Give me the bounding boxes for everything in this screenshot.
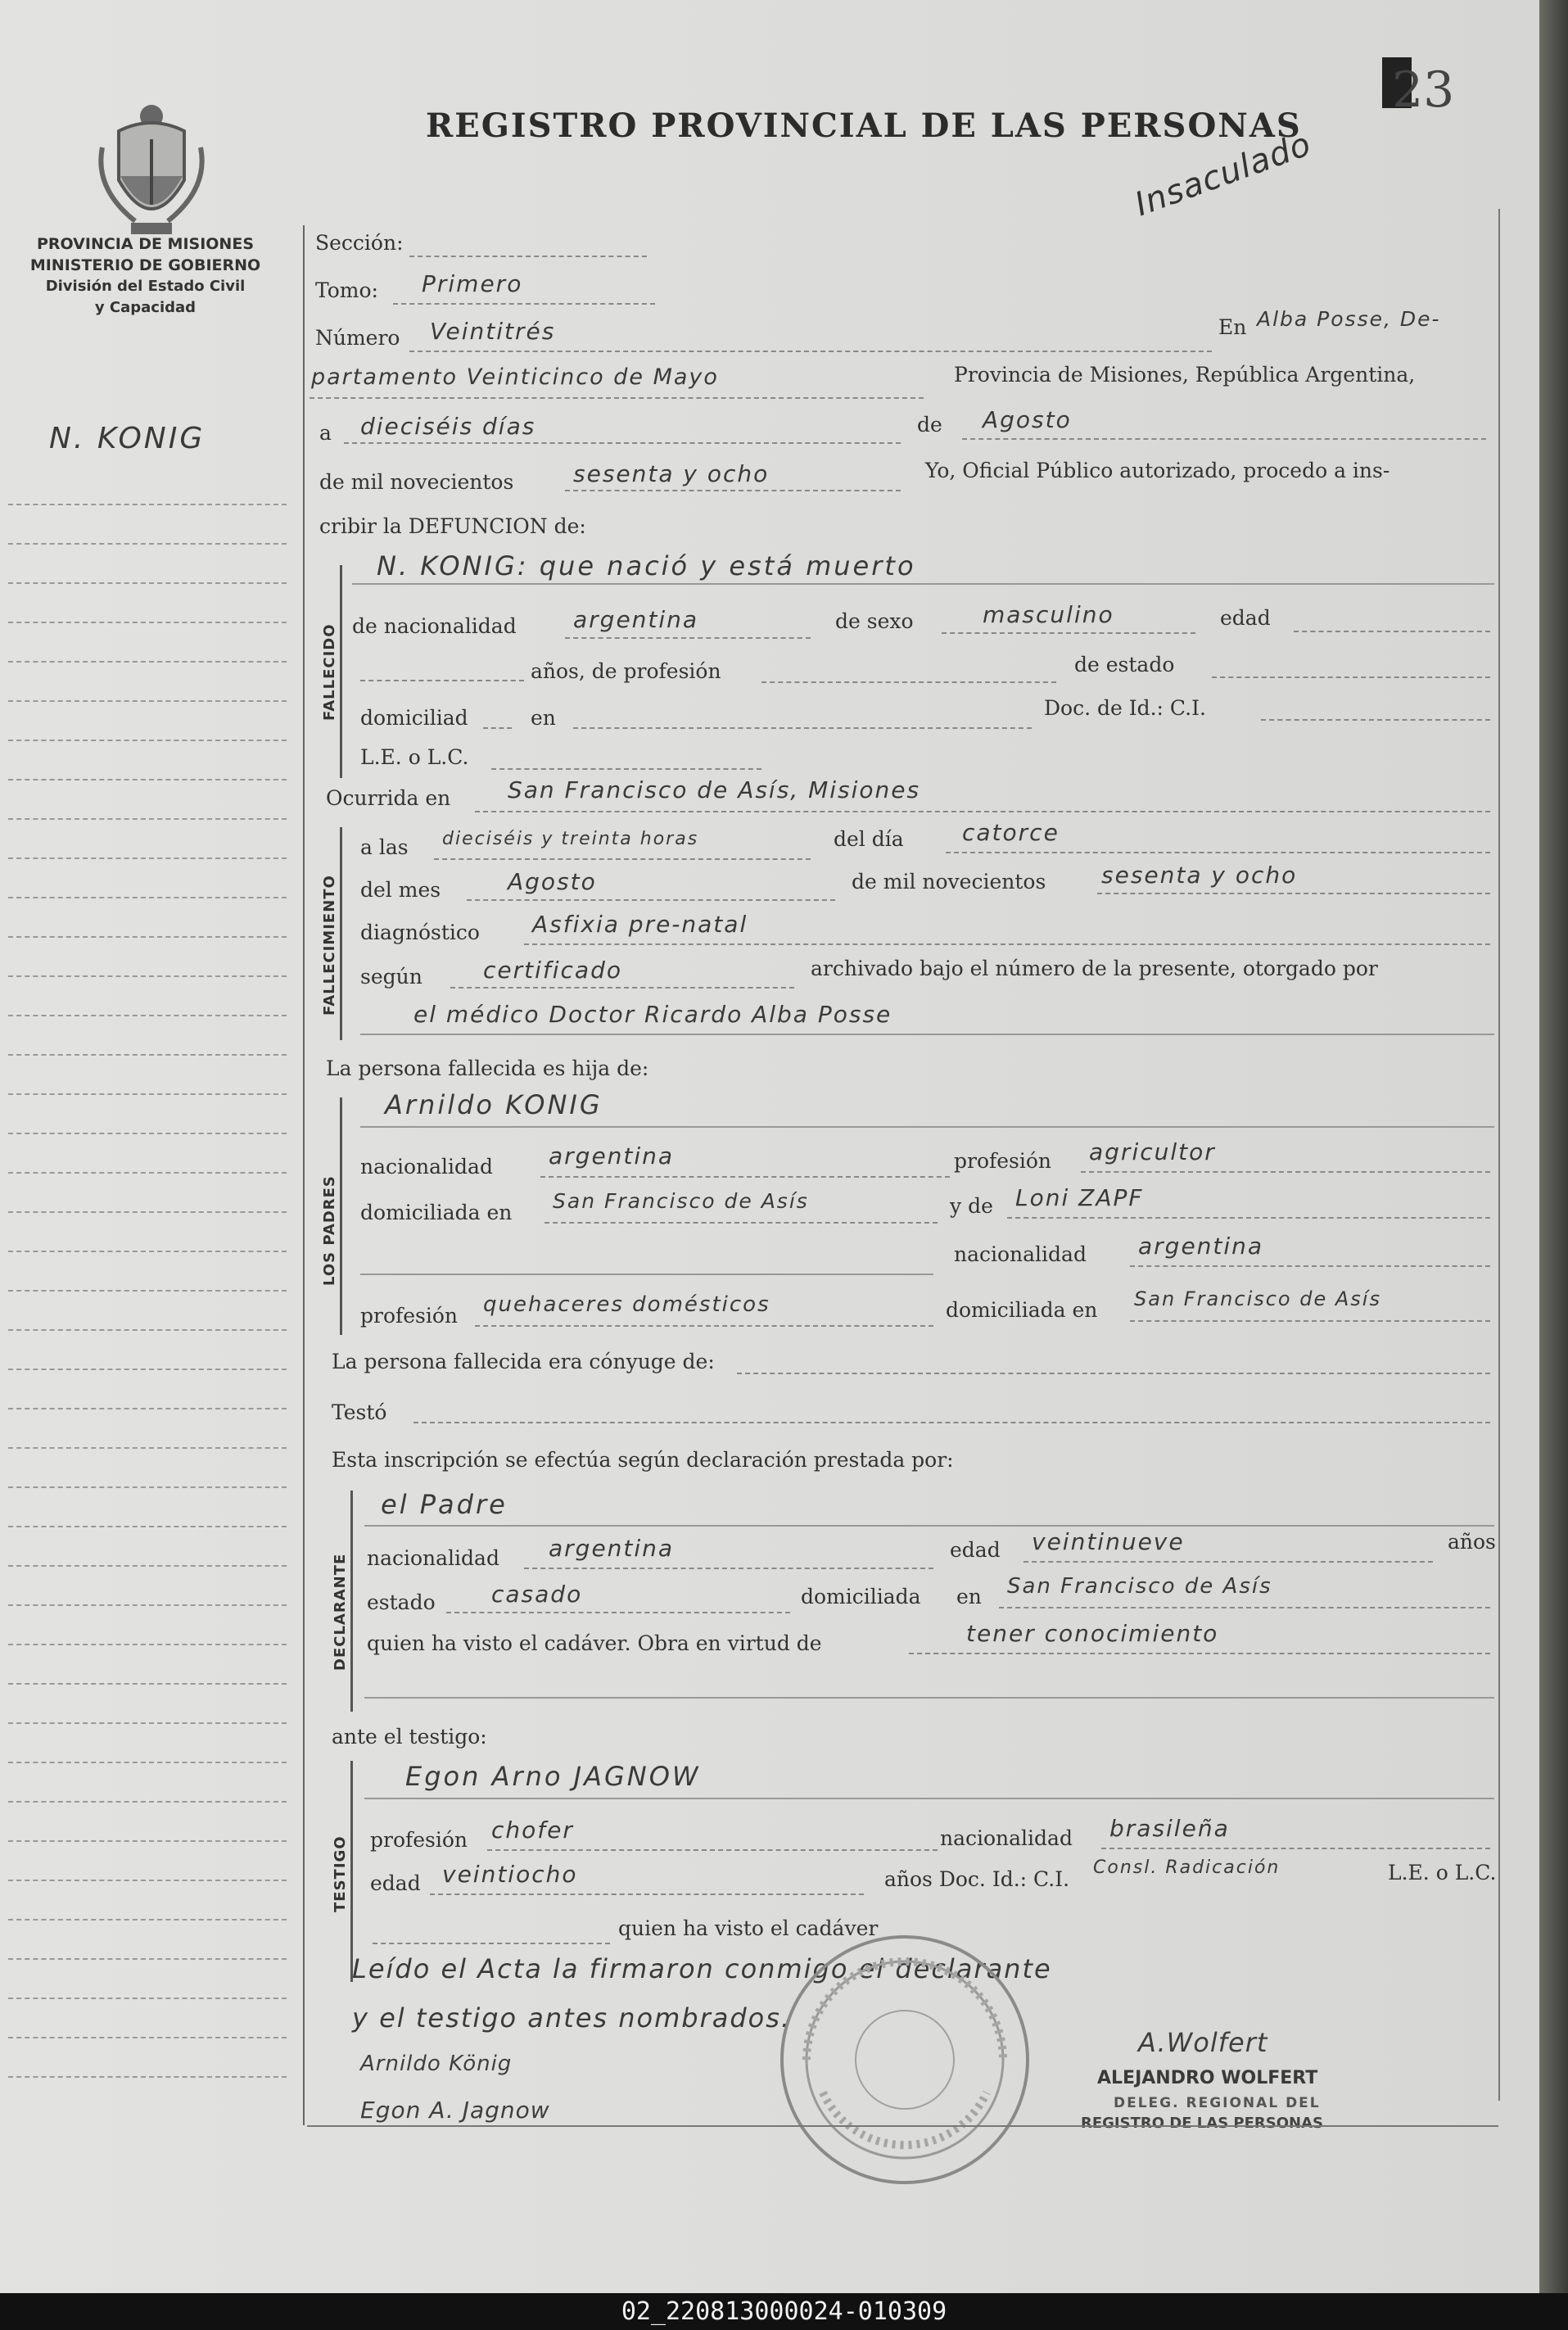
declarante-anios-label: años [1448,1530,1496,1554]
mil-label: de mil novecientos [319,470,514,494]
margin-ruled-line [8,779,287,780]
numero-label: Número [315,326,400,350]
book-binding [1539,0,1568,2293]
provincia-text: Provincia de Misiones, República Argentina, [954,363,1416,387]
inscribir-text: cribir la DEFUNCION de: [319,514,586,538]
numero-value: Veintitrés [430,318,556,345]
official-seal-stamp [774,1929,1036,2191]
testigo-bracket [350,1761,353,1982]
profesion-line [761,681,1056,683]
le-line [491,768,761,770]
declarante-domiciliada-label: domiciliada [801,1585,921,1608]
margin-ruled-line [8,504,287,505]
ocurrida-value: San Francisco de Asís, Misiones [508,776,921,803]
anio-value: sesenta y ocho [573,460,770,487]
testigo-line [364,1798,1494,1799]
declarante-edad-label: edad [950,1538,1001,1562]
del-mes-label: del mes [360,878,441,902]
declarante-line [364,1525,1494,1527]
declarante-domicilio-line [999,1607,1490,1608]
fallecido-bracket [340,565,342,778]
closing-line-2: y el testigo antes nombrados. [352,2002,792,2034]
margin-ruled-line [8,2037,287,2038]
padres-intro: La persona fallecida es hija de: [326,1056,649,1080]
testigo-quien-text: quien ha visto el cadáver [618,1916,879,1940]
conyuge-line [737,1373,1490,1374]
margin-ruled-line [8,1015,287,1016]
a-las-label: a las [360,835,409,859]
numero-line [409,351,1212,352]
mes-value-2: Agosto [508,868,597,895]
margin-ruled-line [8,1251,287,1252]
official-title-2: REGISTRO DE LAS PERSONAS [1081,2115,1324,2132]
page-number: 23 [1392,61,1455,119]
testo-line [413,1422,1490,1423]
madre-nacionalidad: argentina [1138,1233,1264,1260]
madre-profesion-label: profesión [360,1304,459,1328]
declarante-section-label: DECLARANTE [332,1553,349,1671]
fallecido-nombre: N. KONIG: que nació y está muerto [377,550,916,581]
anios-line [360,680,524,681]
fallecimiento-bracket [340,827,342,1040]
margin-ruled-line [8,1369,287,1370]
nacionalidad-line [565,637,811,639]
margin-name: N. KONIG [49,422,206,455]
diagnostico-label: diagnóstico [360,921,480,944]
margin-ruled-line [8,1133,287,1134]
margin-ruled-line [8,1526,287,1527]
testigo-section-label: TESTIGO [332,1835,349,1912]
padres-section-label: LOS PADRES [321,1175,338,1286]
nacionalidad-value: argentina [573,606,699,633]
testigo-extra-line [373,1943,610,1944]
margin-province: PROVINCIA DE MISIONES [36,235,255,253]
margin-divider [303,225,305,2125]
testigo-nacionalidad-label: nacionalidad [940,1826,1073,1850]
declarante-edad: veintinueve [1032,1528,1185,1555]
testigo-nombre: Egon Arno JAGNOW [405,1761,701,1792]
margin-ruled-line [8,1211,287,1213]
margin-ruled-line [8,897,287,898]
seccion-label: Sección: [315,231,404,255]
anios-label: años, de profesión [531,659,721,683]
margin-ruled-line [8,975,287,977]
medico-value: el médico Doctor Ricardo Alba Posse [413,1001,892,1028]
testigo-profesion: chofer [491,1816,574,1844]
declarante-estado-line [446,1612,790,1613]
declarante-edad-line [1023,1561,1433,1563]
tomo-value: Primero [422,270,523,297]
declarante-virtud-line [909,1653,1490,1654]
le-label: L.E. o L.C. [360,745,469,769]
testigo-intro: ante el testigo: [332,1725,487,1749]
declarante-estado-label: estado [367,1590,436,1614]
ocurrida-line [475,811,1490,812]
tomo-line [393,303,655,305]
depto-value: partamento Veinticinco de Mayo [311,364,719,390]
padres-bracket [340,1097,342,1335]
del-dia-label: del día [834,827,904,851]
testigo-doc-label: años Doc. Id.: C.I. [884,1867,1070,1891]
declarante-nacionalidad-line [524,1568,933,1569]
signature-declarante: Arnildo König [360,2052,513,2076]
anio-value-2: sesenta y ocho [1101,862,1298,889]
madre-domicilio-line [1130,1320,1490,1322]
madre-nombre: Loni ZAPF [1015,1184,1144,1211]
ocurrida-label: Ocurrida en [326,786,451,810]
madre-line [1007,1217,1490,1219]
padre-profesion: agricultor [1089,1138,1216,1165]
margin-ruled-line [8,1054,287,1056]
sexo-line [942,632,1195,634]
anio-line [565,490,901,491]
estado-label: de estado [1074,653,1175,676]
mes-line [962,438,1486,440]
testigo-edad: veintiocho [442,1861,578,1888]
testigo-doc-value: Consl. Radicación [1093,1857,1281,1878]
margin-ministry: MINISTERIO DE GOBIERNO [29,256,261,274]
domiciliad-line [483,727,512,729]
dia-value: dieciséis días [360,413,536,440]
margin-ruled-line [8,2076,287,2078]
margin-ruled-line [8,1919,287,1921]
edad-label: edad [1220,606,1271,630]
image-caption: 02_220813000024-010309 [0,2293,1568,2330]
testigo-profesion-label: profesión [370,1828,468,1852]
padre-domiciliada-label: domiciliada en [360,1201,513,1224]
closing-line-1: Leído el Acta la firmaron conmigo el declarante [352,1953,1052,1984]
fallecido-section-label: FALLECIDO [321,623,338,721]
declarante-nombre: el Padre [381,1489,508,1520]
page-title: REGISTRO PROVINCIAL DE LAS PERSONAS [426,106,1302,145]
margin-ruled-line [8,740,287,741]
a-label: a [319,421,332,445]
mes-line-2 [467,899,835,901]
testigo-edad-label: edad [370,1871,421,1895]
padre-domicilio-line [545,1222,938,1224]
official-signature: A.Wolfert [1138,2027,1268,2058]
madre-profesion-line [475,1325,933,1327]
margin-ruled-line [8,818,287,820]
mes-value: Agosto [983,406,1072,433]
margin-division: División del Estado Civil [45,278,246,295]
declarante-estado: casado [491,1581,583,1608]
margin-ruled-line [8,700,287,702]
conyuge-label: La persona fallecida era cónyuge de: [332,1350,715,1373]
margin-ruled-line [8,622,287,623]
margin-ruled-line [8,1329,287,1331]
declarante-extra-line [364,1697,1494,1699]
madre-profesion: quehaceres domésticos [483,1292,770,1317]
margin-ruled-line [8,1644,287,1645]
de-label: de [917,413,942,437]
en-value: Alba Posse, De- [1257,307,1441,331]
testigo-nacionalidad: brasileña [1109,1815,1230,1842]
doc-label: Doc. de Id.: C.I. [1044,696,1206,720]
margin-ruled-line [8,1880,287,1881]
hora-line [434,858,811,860]
en-label: En [1218,315,1247,339]
archivado-text: archivado bajo el número de la presente, otorgado por [811,957,1378,980]
doc-line [1261,719,1490,721]
diagnostico-value: Asfixia pre-natal [532,911,748,938]
segun-value: certificado [483,957,622,984]
segun-line [450,987,794,989]
margin-ruled-line [8,582,287,584]
margin-ruled-line [8,857,287,859]
diagnostico-line [524,943,1490,945]
madre-nacionalidad-line [1130,1265,1490,1267]
hora-value: dieciséis y treinta horas [442,829,699,849]
mil-label-2: de mil novecientos [852,870,1046,894]
testigo-nacionalidad-line [1101,1848,1490,1849]
margin-ruled-line [8,1840,287,1842]
sexo-label: de sexo [835,609,914,633]
sexo-value: masculino [983,601,1114,628]
margin-ruled-line [8,1722,287,1724]
margin-ruled-line [8,543,287,545]
margin-ruled-line [8,1486,287,1488]
margin-ruled-line [8,1408,287,1409]
margin-ruled-line [8,1290,287,1292]
declarante-en-label: en [956,1585,982,1608]
margin-capacity: y Capacidad [94,299,197,316]
signature-testigo: Egon A. Jagnow [360,2097,550,2124]
official-name: ALEJANDRO WOLFERT [1097,2068,1318,2088]
right-border [1498,209,1500,2101]
fallecimiento-section-label: FALLECIMIENTO [321,875,338,1016]
domicilio-line [573,727,1032,729]
padre-nacionalidad-line [540,1176,950,1178]
testigo-edad-line [430,1893,864,1895]
margin-ruled-line [8,1801,287,1803]
domiciliad-label: domiciliad [360,706,468,730]
madre-extra-line [360,1274,933,1275]
padre-profesion-line [1081,1171,1490,1173]
medico-line [360,1034,1494,1035]
seccion-line [409,256,647,257]
y-de-label: y de [950,1194,993,1218]
fallecido-nombre-line [352,583,1494,585]
padre-profesion-label: profesión [954,1149,1052,1173]
declarante-quien-text: quien ha visto el cadáver. Obra en virtud de [367,1631,822,1655]
segun-label: según [360,965,423,989]
estado-line [1212,676,1490,678]
declarante-domicilio: San Francisco de Asís [1007,1574,1272,1599]
margin-header [0,233,291,319]
padre-line [360,1126,1494,1128]
madre-domicilio: San Francisco de Asís [1134,1287,1381,1310]
padre-nombre: Arnildo KONIG [385,1089,603,1120]
dia-value-2: catorce [962,819,1060,846]
margin-ruled-line [8,1997,287,1999]
marginal-annotation: Insaculado [1130,124,1317,224]
edad-line [1294,631,1490,632]
depto-line [310,397,924,399]
tomo-label: Tomo: [315,278,378,302]
declaracion-text: Esta inscripción se efectúa según declaración prestada por: [332,1448,954,1472]
coat-of-arms-icon [86,98,217,242]
declarante-bracket [350,1491,353,1712]
madre-nacionalidad-label: nacionalidad [954,1242,1087,1266]
margin-ruled-line [8,1958,287,1960]
dia-line-2 [946,852,1490,853]
dia-line [344,442,901,444]
nacionalidad-label: de nacionalidad [352,614,517,638]
margin-ruled-line [8,1565,287,1567]
declarante-nacionalidad-label: nacionalidad [367,1546,499,1570]
oficial-text: Yo, Oficial Público autorizado, procedo a ins- [925,459,1390,482]
padre-domicilio: San Francisco de Asís [553,1189,809,1213]
padre-nacionalidad-label: nacionalidad [360,1155,493,1179]
testigo-profesion-line [487,1849,938,1851]
margin-ruled-line [8,1683,287,1685]
anio-line-2 [1097,893,1490,894]
padre-nacionalidad: argentina [549,1142,675,1170]
declarante-virtud: tener conocimiento [966,1620,1219,1647]
margin-ruled-line [8,661,287,663]
margin-ruled-line [8,1093,287,1095]
official-title-1: DELEG. REGIONAL DEL [1114,2095,1321,2111]
declarante-nacionalidad: argentina [549,1535,675,1562]
en-label-2: en [531,706,556,730]
bottom-border [307,2125,1498,2127]
testigo-le-label: L.E. o L.C. [1388,1861,1497,1884]
testo-label: Testó [332,1400,387,1424]
margin-ruled-line [8,1762,287,1763]
madre-domiciliada-label: domiciliada en [946,1298,1098,1322]
margin-ruled-line [8,936,287,938]
margin-ruled-line [8,1172,287,1174]
margin-ruled-line [8,1447,287,1449]
margin-ruled-line [8,1604,287,1606]
